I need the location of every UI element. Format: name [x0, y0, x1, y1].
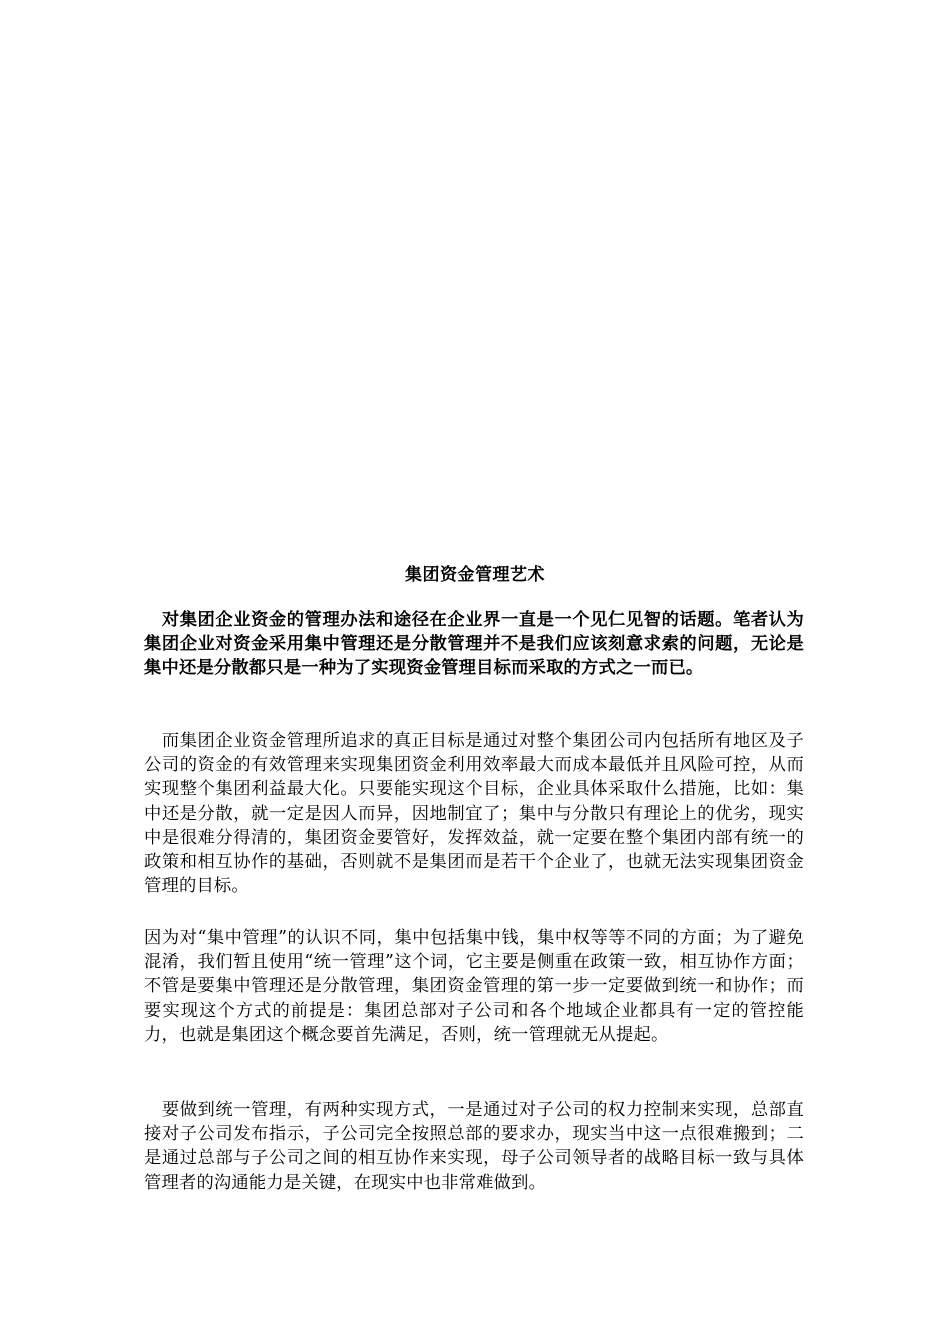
paragraph-intro: 对集团企业资金的管理办法和途径在企业界一直是一个见仁见智的话题。笔者认为集团企业对资金采用集中管理还是分散管理并不是我们应该刻意求索的问题，无论是集中还是分散都只是一种为了实现资金管理目标而采取的方式之一而已。: [144, 610, 804, 679]
paragraph-implementation: 要做到统一管理，有两种实现方式，一是通过对子公司的权力控制来实现，总部直接对子公司发布指示，子公司完全按照总部的要求办，现实当中这一点很难搬到；二是通过总部与子公司之间的相互协作来实现，母子公司领导者的战略目标一致与具体管理者的沟通能力是关键，在现实中也非常难做到。: [144, 1100, 804, 1193]
paragraph-unified-management: 因为对“集中管理”的认识不同，集中包括集中钱，集中权等等不同的方面；为了避免混淆，我们暂且使用“统一管理”这个词，它主要是侧重在政策一致，相互协作方面；不管是要集中管理还是分散管理，集团资金管理的第一步一定要做到统一和协作；而要实现这个方式的前提是：集团总部对子公司和各个地域企业都具有一定的管控能力，也就是集团这个概念要首先满足，否则，统一管理就无从提起。: [144, 928, 804, 1045]
document-title: 集团资金管理艺术: [405, 565, 545, 585]
paragraph-goal: 而集团企业资金管理所追求的真正目标是通过对整个集团公司内包括所有地区及子公司的资金的有效管理来实现集团资金利用效率最大而成本最低并且风险可控，从而实现整个集团利益最大化。只要能实现这个目标，企业具体采取什么措施，比如：集中还是分散，就一定是因人而异，因地制宜了；集中与分散只有理论上的优劣，现实中是很难分得清的，集团资金要管好，发挥效益，就一定要在整个集团内部有统一的政策和相互协作的基础，否则就不是集团而是若干个企业了，也就无法实现集团资金管理的目标。: [144, 731, 804, 897]
